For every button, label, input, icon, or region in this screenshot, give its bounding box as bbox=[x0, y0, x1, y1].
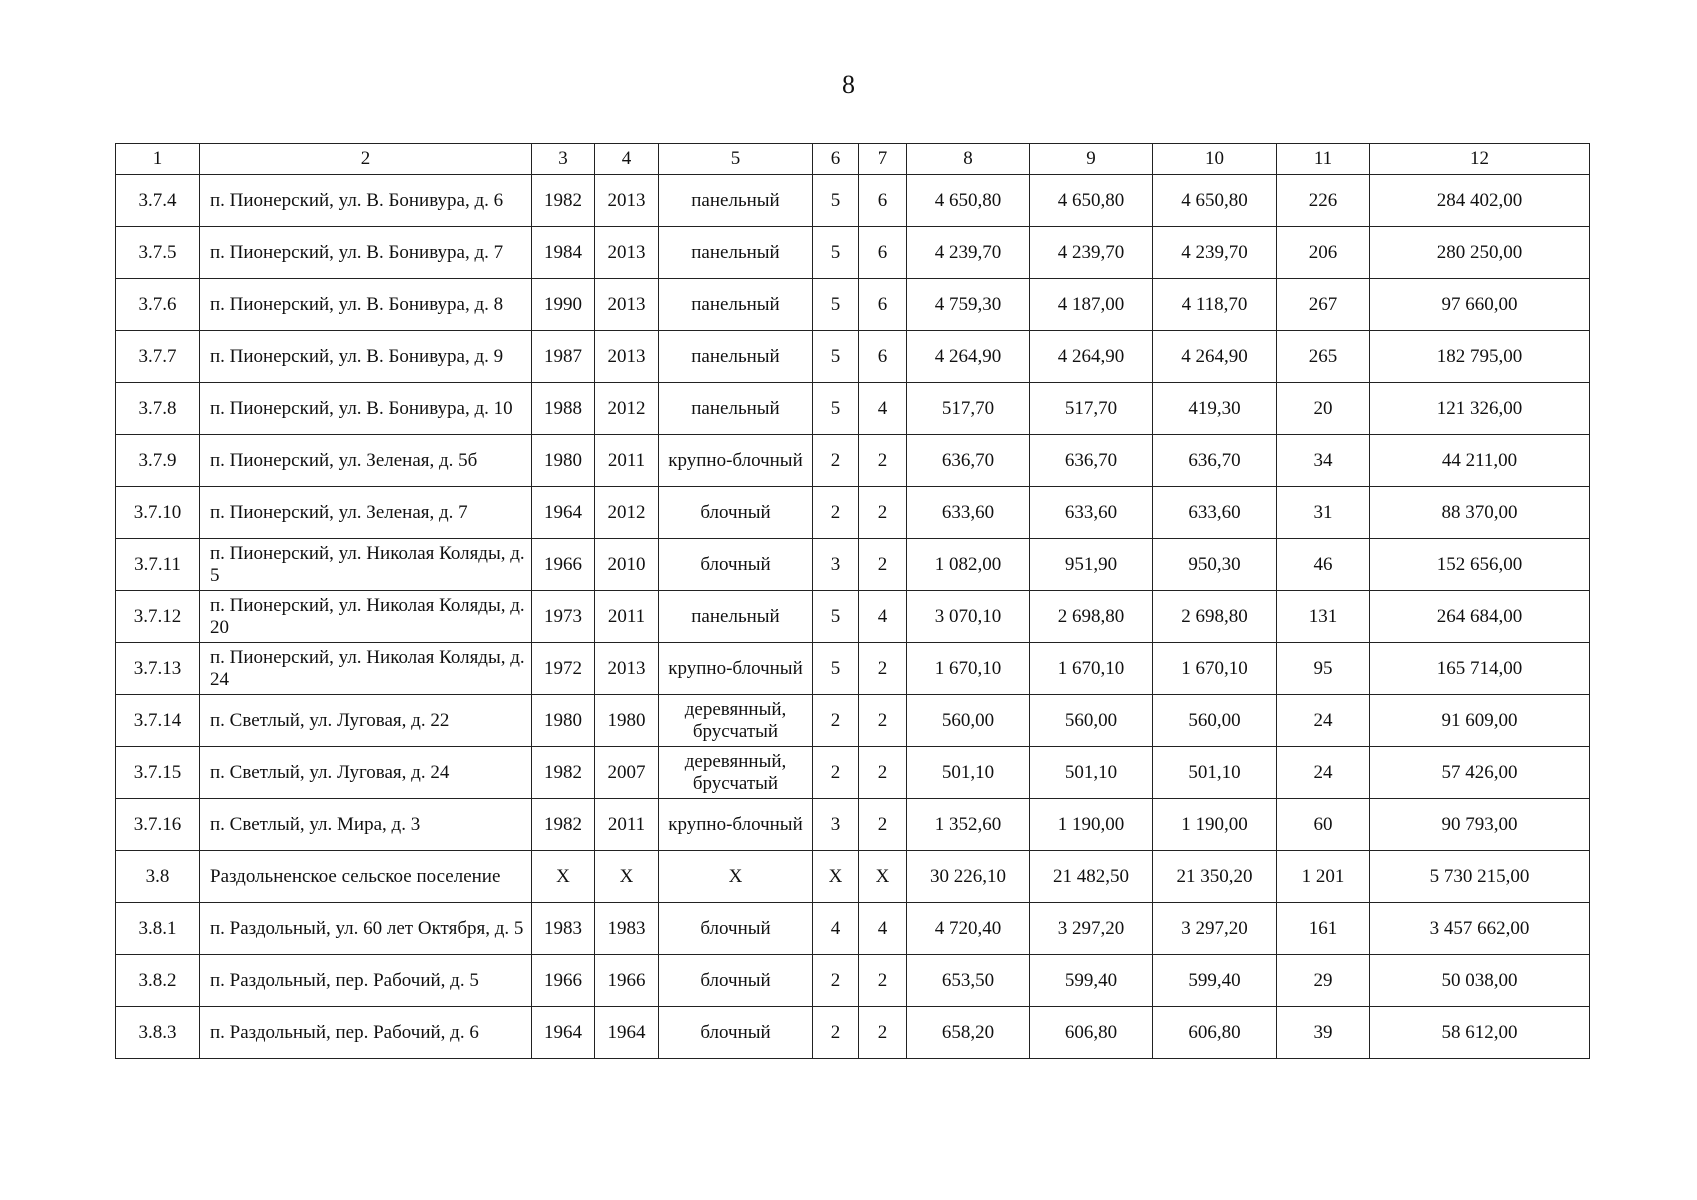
entrances-cell: 2 bbox=[859, 955, 907, 1007]
address-cell: п. Пионерский, ул. В. Бонивура, д. 6 bbox=[200, 175, 532, 227]
area-cell: 4 118,70 bbox=[1153, 279, 1277, 331]
table-row bbox=[116, 539, 1590, 591]
year-built-cell: 1982 bbox=[532, 799, 595, 851]
year-cell: 2013 bbox=[595, 279, 659, 331]
year-cell: Х bbox=[595, 851, 659, 903]
floors-cell: 2 bbox=[813, 747, 859, 799]
wall-material-cell: панельный bbox=[659, 383, 813, 435]
entrances-cell: Х bbox=[859, 851, 907, 903]
row-number-cell: 3.7.12 bbox=[116, 591, 200, 643]
entrances-cell: 2 bbox=[859, 1007, 907, 1059]
cost-cell: 165 714,00 bbox=[1370, 643, 1590, 695]
entrances-cell: 6 bbox=[859, 279, 907, 331]
area-cell: 636,70 bbox=[907, 435, 1030, 487]
floors-cell: 5 bbox=[813, 279, 859, 331]
row-number-cell: 3.7.13 bbox=[116, 643, 200, 695]
cost-cell: 57 426,00 bbox=[1370, 747, 1590, 799]
year-cell: 1983 bbox=[595, 903, 659, 955]
year-built-cell: 1984 bbox=[532, 227, 595, 279]
wall-material-cell: панельный bbox=[659, 227, 813, 279]
area-cell: 633,60 bbox=[907, 487, 1030, 539]
area-cell: 501,10 bbox=[1030, 747, 1153, 799]
entrances-cell: 6 bbox=[859, 227, 907, 279]
row-number-cell: 3.8 bbox=[116, 851, 200, 903]
column-header: 9 bbox=[1030, 144, 1153, 175]
year-cell: 2013 bbox=[595, 643, 659, 695]
address-cell: п. Пионерский, ул. В. Бонивура, д. 10 bbox=[200, 383, 532, 435]
area-cell: 4 264,90 bbox=[1030, 331, 1153, 383]
entrances-cell: 6 bbox=[859, 331, 907, 383]
wall-material-cell: Х bbox=[659, 851, 813, 903]
year-built-cell: 1983 bbox=[532, 903, 595, 955]
area-cell: 599,40 bbox=[1153, 955, 1277, 1007]
area-cell: 951,90 bbox=[1030, 539, 1153, 591]
floors-cell: 5 bbox=[813, 175, 859, 227]
table-row bbox=[116, 227, 1590, 279]
cost-cell: 280 250,00 bbox=[1370, 227, 1590, 279]
row-number-cell: 3.7.10 bbox=[116, 487, 200, 539]
residents-cell: 20 bbox=[1277, 383, 1370, 435]
entrances-cell: 2 bbox=[859, 435, 907, 487]
table-row bbox=[116, 747, 1590, 799]
floors-cell: 5 bbox=[813, 331, 859, 383]
wall-material-cell: блочный bbox=[659, 487, 813, 539]
floors-cell: 2 bbox=[813, 435, 859, 487]
table-row bbox=[116, 383, 1590, 435]
area-cell: 1 190,00 bbox=[1153, 799, 1277, 851]
area-cell: 606,80 bbox=[1153, 1007, 1277, 1059]
area-cell: 517,70 bbox=[907, 383, 1030, 435]
area-cell: 21 482,50 bbox=[1030, 851, 1153, 903]
table-row bbox=[116, 955, 1590, 1007]
area-cell: 636,70 bbox=[1030, 435, 1153, 487]
address-cell: п. Пионерский, ул. Николая Коляды, д. 5 bbox=[200, 539, 532, 591]
area-cell: 1 670,10 bbox=[1030, 643, 1153, 695]
address-cell: п. Пионерский, ул. Зеленая, д. 5б bbox=[200, 435, 532, 487]
row-number-cell: 3.8.2 bbox=[116, 955, 200, 1007]
floors-cell: 5 bbox=[813, 643, 859, 695]
year-built-cell: 1966 bbox=[532, 955, 595, 1007]
area-cell: 3 070,10 bbox=[907, 591, 1030, 643]
column-header: 12 bbox=[1370, 144, 1590, 175]
year-cell: 2012 bbox=[595, 383, 659, 435]
residents-cell: 131 bbox=[1277, 591, 1370, 643]
area-cell: 21 350,20 bbox=[1153, 851, 1277, 903]
entrances-cell: 4 bbox=[859, 903, 907, 955]
wall-material-cell: крупно-блочный bbox=[659, 643, 813, 695]
column-header: 1 bbox=[116, 144, 200, 175]
floors-cell: 2 bbox=[813, 1007, 859, 1059]
cost-cell: 121 326,00 bbox=[1370, 383, 1590, 435]
area-cell: 633,60 bbox=[1030, 487, 1153, 539]
wall-material-cell: крупно-блочный bbox=[659, 435, 813, 487]
floors-cell: 5 bbox=[813, 383, 859, 435]
area-cell: 4 239,70 bbox=[1030, 227, 1153, 279]
address-cell: п. Пионерский, ул. Зеленая, д. 7 bbox=[200, 487, 532, 539]
area-cell: 4 239,70 bbox=[907, 227, 1030, 279]
area-cell: 3 297,20 bbox=[1030, 903, 1153, 955]
address-cell: п. Светлый, ул. Мира, д. 3 bbox=[200, 799, 532, 851]
row-number-cell: 3.7.16 bbox=[116, 799, 200, 851]
address-cell: п. Раздольный, пер. Рабочий, д. 5 bbox=[200, 955, 532, 1007]
area-cell: 2 698,80 bbox=[1030, 591, 1153, 643]
year-built-cell: 1964 bbox=[532, 487, 595, 539]
table-row bbox=[116, 331, 1590, 383]
residents-cell: 267 bbox=[1277, 279, 1370, 331]
residents-cell: 1 201 bbox=[1277, 851, 1370, 903]
residents-cell: 24 bbox=[1277, 747, 1370, 799]
cost-cell: 97 660,00 bbox=[1370, 279, 1590, 331]
year-built-cell: 1982 bbox=[532, 175, 595, 227]
residents-cell: 24 bbox=[1277, 695, 1370, 747]
area-cell: 4 264,90 bbox=[1153, 331, 1277, 383]
year-cell: 2013 bbox=[595, 175, 659, 227]
floors-cell: 3 bbox=[813, 539, 859, 591]
wall-material-cell: деревянный, брусчатый bbox=[659, 695, 813, 747]
table-row bbox=[116, 799, 1590, 851]
area-cell: 1 082,00 bbox=[907, 539, 1030, 591]
entrances-cell: 2 bbox=[859, 799, 907, 851]
cost-cell: 50 038,00 bbox=[1370, 955, 1590, 1007]
table-row bbox=[116, 851, 1590, 903]
cost-cell: 5 730 215,00 bbox=[1370, 851, 1590, 903]
year-cell: 2007 bbox=[595, 747, 659, 799]
floors-cell: 2 bbox=[813, 487, 859, 539]
area-cell: 4 264,90 bbox=[907, 331, 1030, 383]
address-cell: Раздольненское сельское поселение bbox=[200, 851, 532, 903]
floors-cell: Х bbox=[813, 851, 859, 903]
cost-cell: 44 211,00 bbox=[1370, 435, 1590, 487]
year-cell: 2012 bbox=[595, 487, 659, 539]
area-cell: 1 352,60 bbox=[907, 799, 1030, 851]
cost-cell: 90 793,00 bbox=[1370, 799, 1590, 851]
address-cell: п. Светлый, ул. Луговая, д. 22 bbox=[200, 695, 532, 747]
floors-cell: 2 bbox=[813, 955, 859, 1007]
floors-cell: 2 bbox=[813, 695, 859, 747]
year-built-cell: 1980 bbox=[532, 695, 595, 747]
row-number-cell: 3.8.1 bbox=[116, 903, 200, 955]
area-cell: 636,70 bbox=[1153, 435, 1277, 487]
area-cell: 3 297,20 bbox=[1153, 903, 1277, 955]
cost-cell: 182 795,00 bbox=[1370, 331, 1590, 383]
area-cell: 4 187,00 bbox=[1030, 279, 1153, 331]
area-cell: 560,00 bbox=[1030, 695, 1153, 747]
year-cell: 1966 bbox=[595, 955, 659, 1007]
wall-material-cell: панельный bbox=[659, 175, 813, 227]
address-cell: п. Пионерский, ул. Николая Коляды, д. 24 bbox=[200, 643, 532, 695]
area-cell: 950,30 bbox=[1153, 539, 1277, 591]
residents-cell: 226 bbox=[1277, 175, 1370, 227]
year-built-cell: 1990 bbox=[532, 279, 595, 331]
column-header: 3 bbox=[532, 144, 595, 175]
residents-cell: 34 bbox=[1277, 435, 1370, 487]
area-cell: 501,10 bbox=[907, 747, 1030, 799]
area-cell: 419,30 bbox=[1153, 383, 1277, 435]
table-row bbox=[116, 175, 1590, 227]
entrances-cell: 2 bbox=[859, 747, 907, 799]
row-number-cell: 3.8.3 bbox=[116, 1007, 200, 1059]
table-row bbox=[116, 903, 1590, 955]
area-cell: 653,50 bbox=[907, 955, 1030, 1007]
residents-cell: 29 bbox=[1277, 955, 1370, 1007]
year-built-cell: 1972 bbox=[532, 643, 595, 695]
address-cell: п. Раздольный, ул. 60 лет Октября, д. 5 bbox=[200, 903, 532, 955]
area-cell: 4 239,70 bbox=[1153, 227, 1277, 279]
wall-material-cell: блочный bbox=[659, 903, 813, 955]
floors-cell: 3 bbox=[813, 799, 859, 851]
column-header: 6 bbox=[813, 144, 859, 175]
area-cell: 1 670,10 bbox=[907, 643, 1030, 695]
area-cell: 1 190,00 bbox=[1030, 799, 1153, 851]
residents-cell: 265 bbox=[1277, 331, 1370, 383]
entrances-cell: 2 bbox=[859, 487, 907, 539]
row-number-cell: 3.7.11 bbox=[116, 539, 200, 591]
residents-cell: 39 bbox=[1277, 1007, 1370, 1059]
address-cell: п. Пионерский, ул. В. Бонивура, д. 7 bbox=[200, 227, 532, 279]
column-header: 11 bbox=[1277, 144, 1370, 175]
year-built-cell: 1980 bbox=[532, 435, 595, 487]
area-cell: 606,80 bbox=[1030, 1007, 1153, 1059]
row-number-cell: 3.7.5 bbox=[116, 227, 200, 279]
column-header: 4 bbox=[595, 144, 659, 175]
wall-material-cell: деревянный, брусчатый bbox=[659, 747, 813, 799]
residents-cell: 46 bbox=[1277, 539, 1370, 591]
column-header: 10 bbox=[1153, 144, 1277, 175]
row-number-cell: 3.7.14 bbox=[116, 695, 200, 747]
residents-cell: 206 bbox=[1277, 227, 1370, 279]
row-number-cell: 3.7.6 bbox=[116, 279, 200, 331]
address-cell: п. Раздольный, пер. Рабочий, д. 6 bbox=[200, 1007, 532, 1059]
residents-cell: 60 bbox=[1277, 799, 1370, 851]
year-cell: 2013 bbox=[595, 227, 659, 279]
table-row bbox=[116, 435, 1590, 487]
column-header: 7 bbox=[859, 144, 907, 175]
year-built-cell: 1988 bbox=[532, 383, 595, 435]
row-number-cell: 3.7.7 bbox=[116, 331, 200, 383]
residents-cell: 31 bbox=[1277, 487, 1370, 539]
entrances-cell: 6 bbox=[859, 175, 907, 227]
year-built-cell: 1973 bbox=[532, 591, 595, 643]
area-cell: 501,10 bbox=[1153, 747, 1277, 799]
column-header: 8 bbox=[907, 144, 1030, 175]
table-row bbox=[116, 279, 1590, 331]
cost-cell: 264 684,00 bbox=[1370, 591, 1590, 643]
cost-cell: 152 656,00 bbox=[1370, 539, 1590, 591]
area-cell: 517,70 bbox=[1030, 383, 1153, 435]
table-row bbox=[116, 591, 1590, 643]
year-cell: 2011 bbox=[595, 435, 659, 487]
area-cell: 4 759,30 bbox=[907, 279, 1030, 331]
floors-cell: 5 bbox=[813, 591, 859, 643]
year-built-cell: 1964 bbox=[532, 1007, 595, 1059]
row-number-cell: 3.7.15 bbox=[116, 747, 200, 799]
column-header: 2 bbox=[200, 144, 532, 175]
residents-cell: 161 bbox=[1277, 903, 1370, 955]
wall-material-cell: блочный bbox=[659, 539, 813, 591]
year-cell: 1980 bbox=[595, 695, 659, 747]
year-built-cell: 1982 bbox=[532, 747, 595, 799]
address-cell: п. Пионерский, ул. В. Бонивура, д. 9 bbox=[200, 331, 532, 383]
table-row bbox=[116, 1007, 1590, 1059]
column-header: 5 bbox=[659, 144, 813, 175]
wall-material-cell: блочный bbox=[659, 955, 813, 1007]
area-cell: 4 720,40 bbox=[907, 903, 1030, 955]
table-row bbox=[116, 487, 1590, 539]
wall-material-cell: крупно-блочный bbox=[659, 799, 813, 851]
year-built-cell: Х bbox=[532, 851, 595, 903]
year-cell: 2013 bbox=[595, 331, 659, 383]
row-number-cell: 3.7.9 bbox=[116, 435, 200, 487]
entrances-cell: 4 bbox=[859, 591, 907, 643]
year-built-cell: 1987 bbox=[532, 331, 595, 383]
page-number: 8 bbox=[842, 70, 855, 99]
area-cell: 560,00 bbox=[907, 695, 1030, 747]
area-cell: 658,20 bbox=[907, 1007, 1030, 1059]
floors-cell: 4 bbox=[813, 903, 859, 955]
year-built-cell: 1966 bbox=[532, 539, 595, 591]
year-cell: 1964 bbox=[595, 1007, 659, 1059]
wall-material-cell: панельный bbox=[659, 591, 813, 643]
entrances-cell: 2 bbox=[859, 539, 907, 591]
wall-material-cell: блочный bbox=[659, 1007, 813, 1059]
table-row bbox=[116, 643, 1590, 695]
table-row bbox=[116, 695, 1590, 747]
address-cell: п. Светлый, ул. Луговая, д. 24 bbox=[200, 747, 532, 799]
cost-cell: 3 457 662,00 bbox=[1370, 903, 1590, 955]
area-cell: 4 650,80 bbox=[1030, 175, 1153, 227]
entrances-cell: 2 bbox=[859, 643, 907, 695]
area-cell: 4 650,80 bbox=[1153, 175, 1277, 227]
address-cell: п. Пионерский, ул. Николая Коляды, д. 20 bbox=[200, 591, 532, 643]
area-cell: 633,60 bbox=[1153, 487, 1277, 539]
area-cell: 30 226,10 bbox=[907, 851, 1030, 903]
year-cell: 2011 bbox=[595, 591, 659, 643]
cost-cell: 91 609,00 bbox=[1370, 695, 1590, 747]
entrances-cell: 4 bbox=[859, 383, 907, 435]
area-cell: 1 670,10 bbox=[1153, 643, 1277, 695]
cost-cell: 58 612,00 bbox=[1370, 1007, 1590, 1059]
row-number-cell: 3.7.8 bbox=[116, 383, 200, 435]
year-cell: 2011 bbox=[595, 799, 659, 851]
header-row bbox=[116, 144, 1590, 175]
wall-material-cell: панельный bbox=[659, 331, 813, 383]
wall-material-cell: панельный bbox=[659, 279, 813, 331]
address-cell: п. Пионерский, ул. В. Бонивура, д. 8 bbox=[200, 279, 532, 331]
area-cell: 560,00 bbox=[1153, 695, 1277, 747]
entrances-cell: 2 bbox=[859, 695, 907, 747]
area-cell: 2 698,80 bbox=[1153, 591, 1277, 643]
residents-cell: 95 bbox=[1277, 643, 1370, 695]
area-cell: 4 650,80 bbox=[907, 175, 1030, 227]
row-number-cell: 3.7.4 bbox=[116, 175, 200, 227]
cost-cell: 284 402,00 bbox=[1370, 175, 1590, 227]
housing-table bbox=[115, 143, 1590, 1059]
year-cell: 2010 bbox=[595, 539, 659, 591]
area-cell: 599,40 bbox=[1030, 955, 1153, 1007]
cost-cell: 88 370,00 bbox=[1370, 487, 1590, 539]
floors-cell: 5 bbox=[813, 227, 859, 279]
